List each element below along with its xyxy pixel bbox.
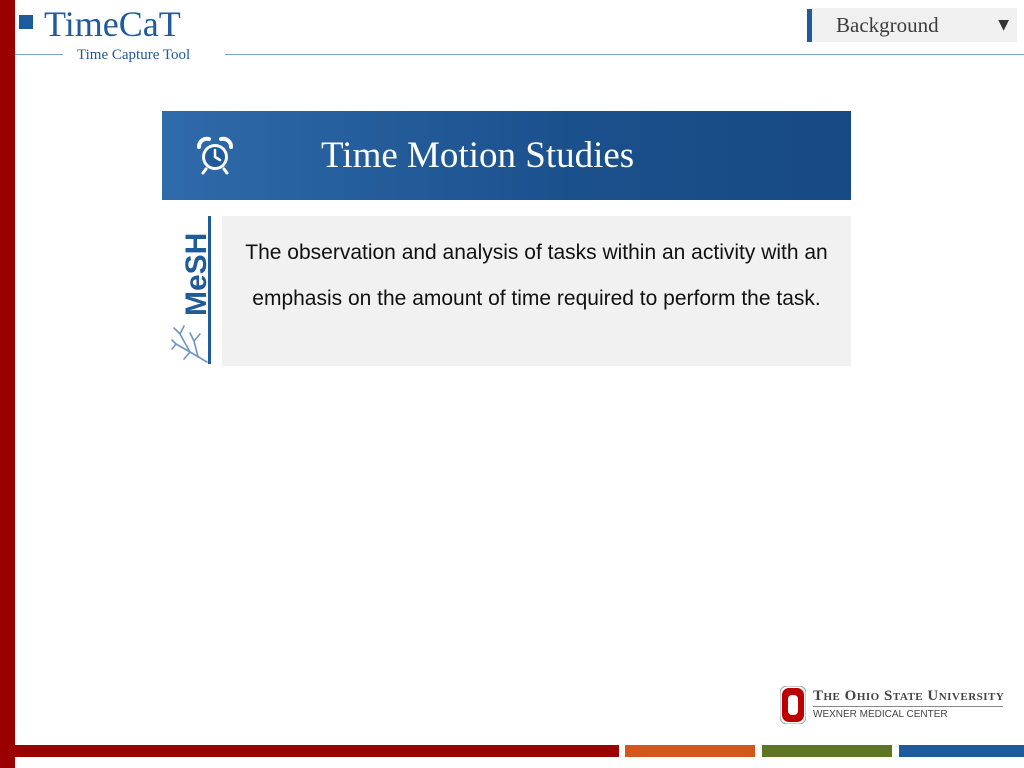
footer-bar-orange	[625, 745, 755, 757]
osu-divider	[813, 706, 1003, 707]
app-title: TimeCaT	[44, 4, 181, 44]
definition-box	[222, 216, 851, 366]
mesh-logo	[170, 216, 216, 364]
footer-bar-blue	[899, 745, 1024, 757]
left-accent-bar	[0, 0, 15, 768]
chevron-down-icon[interactable]: ▼	[998, 17, 1009, 33]
alarm-clock-icon	[195, 135, 235, 175]
osu-block-o-logo	[780, 686, 806, 724]
logo-square-icon	[19, 15, 33, 29]
section-selector-value: Background	[836, 13, 939, 37]
header-divider-right	[225, 54, 1024, 55]
app-subtitle: Time Capture Tool	[77, 47, 191, 63]
footer-bar-red	[15, 745, 619, 757]
banner-title: Time Motion Studies	[321, 135, 635, 176]
definition-text: The observation and analysis of tasks within an activity with an emphasis on the amount of time required to perform the task.	[245, 241, 828, 310]
header-divider-left	[15, 54, 63, 55]
svg-text:MeSH: MeSH	[180, 232, 213, 316]
title-banner	[162, 111, 851, 200]
osu-institution-name: The Ohio State University	[813, 688, 1005, 704]
osu-subunit-name: WEXNER MEDICAL CENTER	[813, 709, 948, 720]
section-selector-dropdown[interactable]	[812, 8, 1017, 42]
osu-logo-block	[780, 686, 1006, 726]
footer-bar-green	[762, 745, 892, 757]
